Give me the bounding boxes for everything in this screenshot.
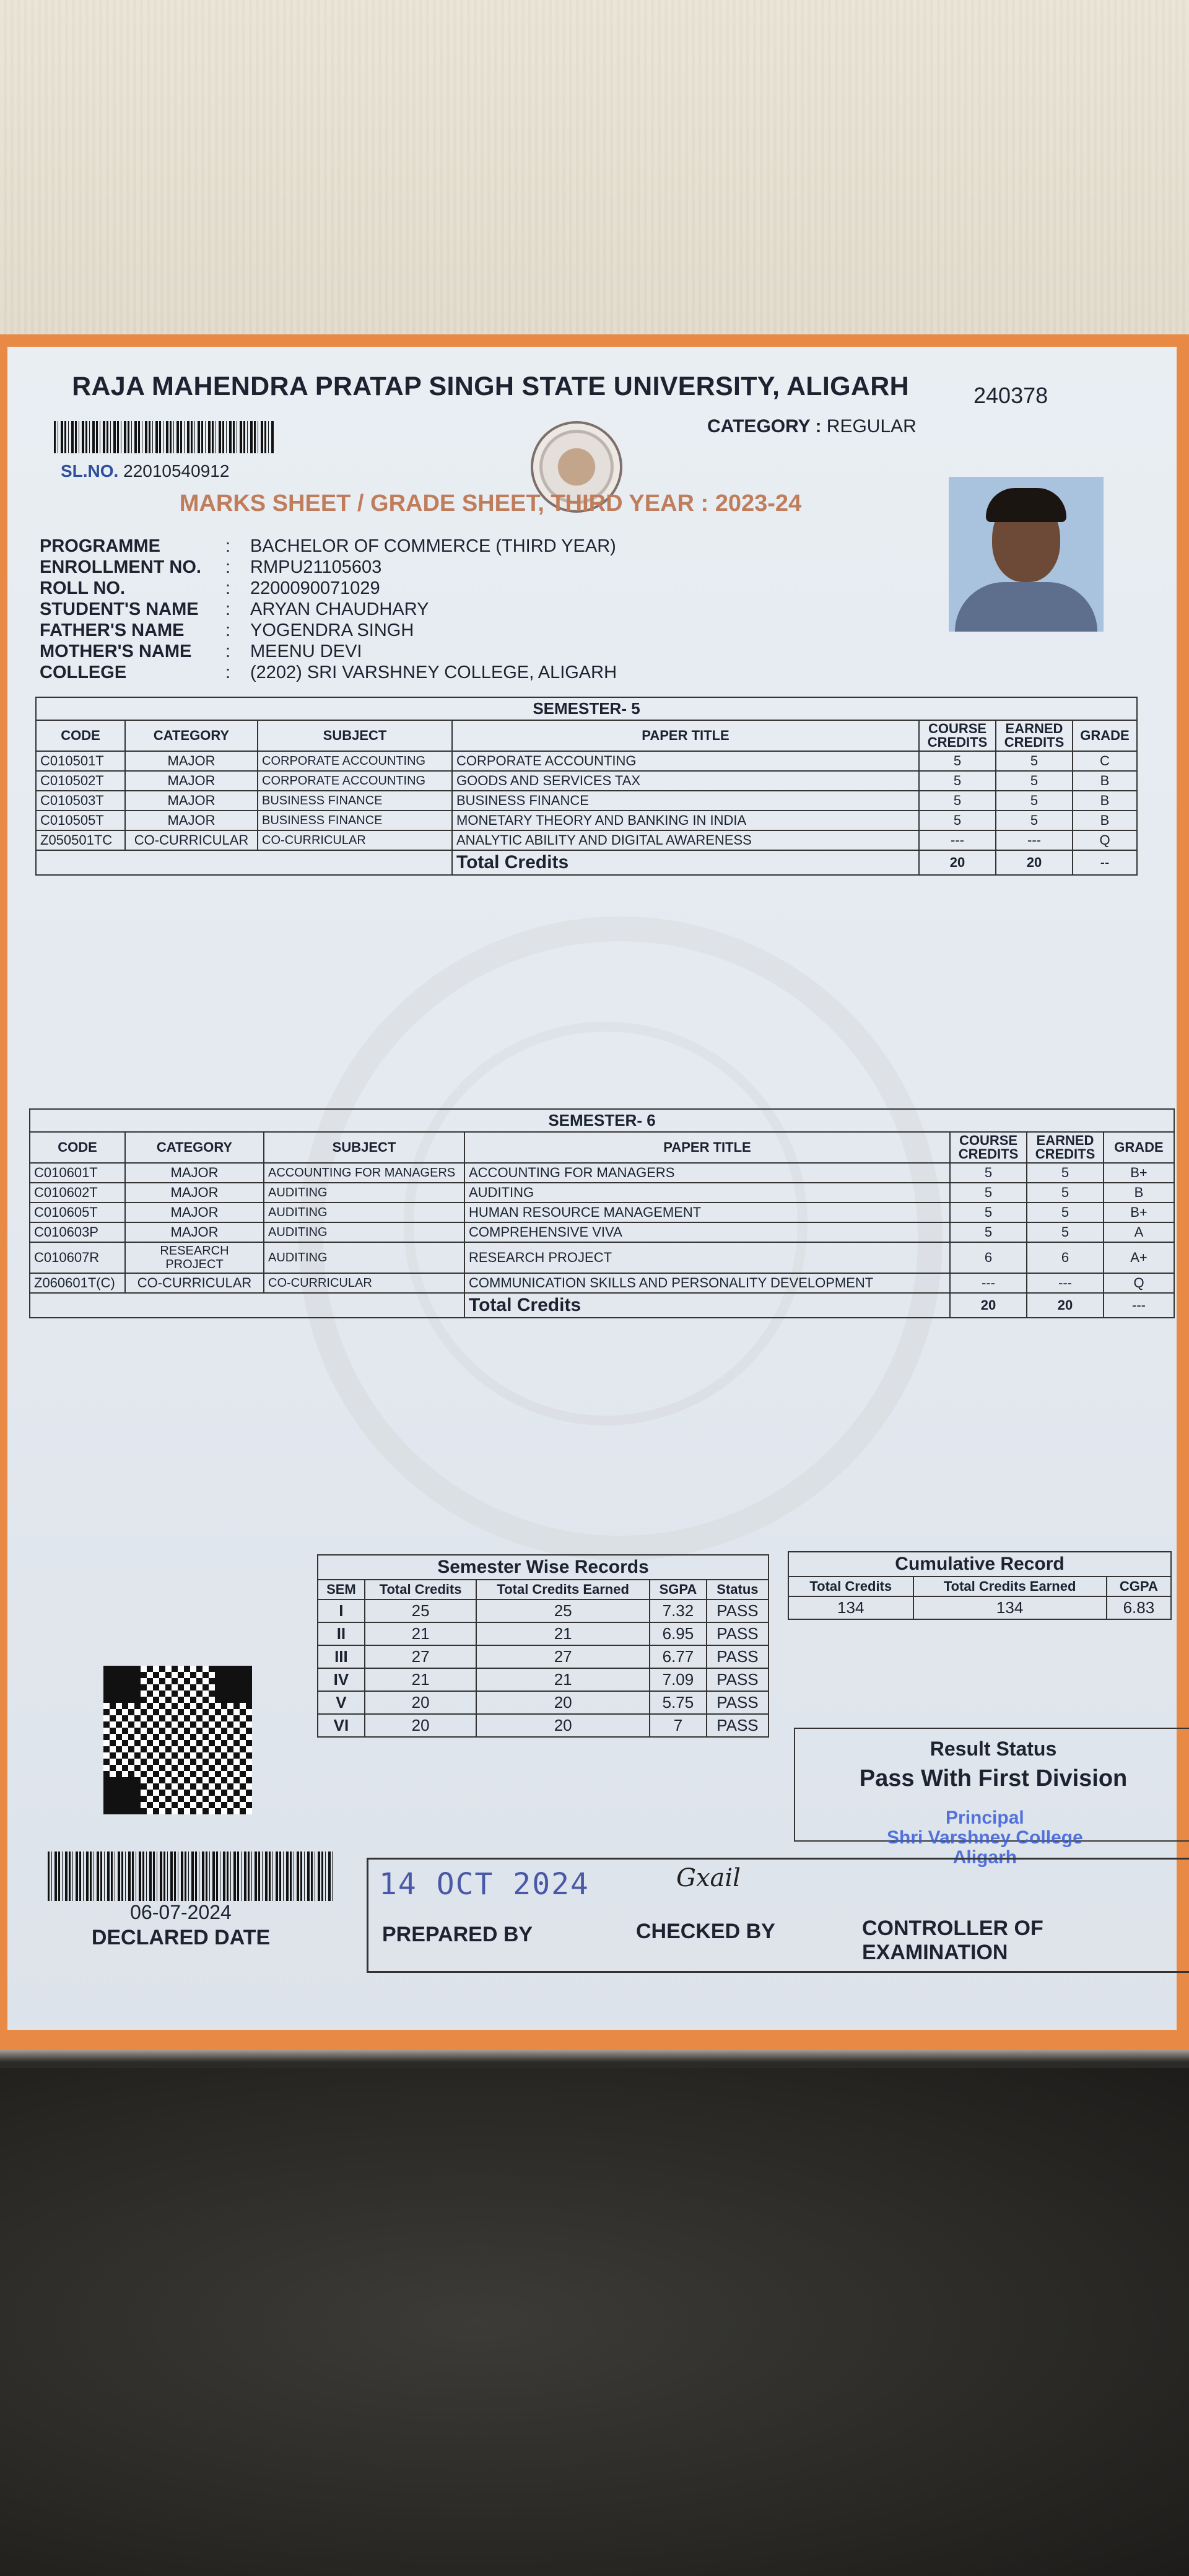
table-row: C010503T MAJOR BUSINESS FINANCE BUSINESS FINANCE 5 5 B (36, 791, 1137, 811)
sl-no-line (61, 461, 229, 481)
category-label: CATEGORY : (707, 416, 822, 437)
table-row: II 21 21 6.95 PASS (318, 1622, 769, 1645)
table-row: VI 20 20 7 PASS (318, 1714, 769, 1737)
cgpa-value: 6.83 (1107, 1596, 1171, 1619)
col-category: CATEGORY (125, 720, 258, 751)
table-row: III 27 27 6.77 PASS (318, 1645, 769, 1668)
table-row: C010605T MAJOR AUDITING HUMAN RESOURCE MANAGEMENT 5 5 B+ (30, 1203, 1174, 1222)
table-row: Z060601T(C) CO-CURRICULAR CO-CURRICULAR COMMUNICATION SKILLS AND PERSONALITY DEVELOPMENT --- --- Q (30, 1273, 1174, 1293)
semester-wise-records-table: Semester Wise Records SEM Total Credits Total Credits Earned SGPA Status I 25 25 7.32 PASS II 21 21 6.95 PASS III 27 27 6.77 PASS IV 21 21 7.09 PASS V 20 20 5.75 PASS VI 20 20 7 PASS (317, 1554, 769, 1738)
student-info (40, 536, 617, 683)
result-status-value: Pass With First Division (859, 1765, 1128, 1791)
checked-by-label: CHECKED BY (636, 1920, 775, 1943)
table-row: C010602T MAJOR AUDITING AUDITING 5 5 B (30, 1183, 1174, 1203)
col-code: CODE (36, 720, 125, 751)
principal-stamp: Principal Shri Varshney College Aligarh (887, 1808, 1083, 1868)
semester-5-title: SEMESTER- 5 (36, 697, 1137, 720)
category-value: REGULAR (826, 416, 917, 437)
bottom-barcode (48, 1852, 333, 1901)
info-row-enrollment: ENROLLMENT NO. : RMPU21105603 (40, 557, 382, 577)
info-row-roll: ROLL NO. : 2200090071029 (40, 578, 380, 598)
semester-5-total-row: Total Credits 20 20 -- (36, 850, 1137, 875)
prepared-date-stamp: 14 OCT 2024 (379, 1867, 590, 1902)
wooden-background (0, 0, 1189, 334)
col-earned-credits: EARNED CREDITS (996, 720, 1073, 751)
table-row: 134 134 6.83 (788, 1596, 1171, 1619)
prepared-by-label: PREPARED BY (382, 1923, 533, 1946)
table-row: C010601T MAJOR ACCOUNTING FOR MANAGERS ACCOUNTING FOR MANAGERS 5 5 B+ (30, 1163, 1174, 1183)
category-line (707, 416, 917, 437)
info-row-college: COLLEGE : (2202) SRI VARSHNEY COLLEGE, ALIGARH (40, 663, 617, 682)
info-row-programme: PROGRAMME : BACHELOR OF COMMERCE (THIRD YEAR) (40, 536, 616, 556)
sl-no-label: SL.NO. (61, 461, 119, 481)
table-row: Z050501TC CO-CURRICULAR CO-CURRICULAR ANALYTIC ABILITY AND DIGITAL AWARENESS --- --- Q (36, 830, 1137, 850)
dark-floor-background (0, 2068, 1189, 2576)
qr-code (103, 1666, 252, 1814)
checked-signature: Gxail (676, 1864, 741, 1892)
cumulative-title: Cumulative Record (788, 1552, 1171, 1577)
table-row: C010501T MAJOR CORPORATE ACCOUNTING CORPORATE ACCOUNTING 5 5 C (36, 751, 1137, 771)
marksheet-document (0, 334, 1189, 2050)
semester-6-table: SEMESTER- 6 CODE CATEGORY SUBJECT PAPER TITLE COURSE CREDITS EARNED CREDITS GRADE C010601T MAJOR ACCOUNTING FOR MANAGERS ACCOUNTING FOR MANAGERS 5 5 B+ C010602T MAJOR AUDITING AUDITING 5 5 B C010605T MAJOR AUDITING HUMAN RESOURCE MANAGEMENT 5 5 B+ C010603P MAJOR AUDITING COMPREHENSIVE VIVA 5 5 A C010607R RESEARCH PROJECT AUDITING RESEARCH PROJECT 6 6 A+ Z060601T(C) CO-CURRICULAR CO-CURRICULAR COMMUNICATION SKILLS AND PERSONALITY DEVELOPMENT --- --- Q Total Credits 20 20 --- (29, 1108, 1175, 1318)
info-row-student-name: STUDENT'S NAME : ARYAN CHAUDHARY (40, 599, 429, 619)
semester-5-table (35, 697, 1138, 876)
result-status-label: Result Status (930, 1738, 1057, 1760)
col-paper-title: PAPER TITLE (452, 720, 919, 751)
semester-6-total-row: Total Credits 20 20 --- (30, 1293, 1174, 1318)
info-row-father-name: FATHER'S NAME : YOGENDRA SINGH (40, 620, 414, 640)
serial-number: 240378 (973, 383, 1048, 408)
table-row: C010505T MAJOR BUSINESS FINANCE MONETARY THEORY AND BANKING IN INDIA 5 5 B (36, 811, 1137, 830)
student-photo (949, 477, 1104, 632)
sl-no-value: 22010540912 (123, 461, 230, 481)
controller-label: CONTROLLER OF EXAMINATION (862, 1917, 1043, 1964)
col-course-credits: COURSE CREDITS (919, 720, 996, 751)
semester-6-title: SEMESTER- 6 (30, 1109, 1174, 1132)
table-row: C010607R RESEARCH PROJECT AUDITING RESEARCH PROJECT 6 6 A+ (30, 1242, 1174, 1273)
declared-date-value: 06-07-2024 (130, 1901, 232, 1923)
table-row: C010603P MAJOR AUDITING COMPREHENSIVE VIVA 5 5 A (30, 1222, 1174, 1242)
marksheet-paper (7, 347, 1177, 2030)
table-row: V 20 20 5.75 PASS (318, 1691, 769, 1714)
cumulative-record-table: Cumulative Record Total Credits Total Credits Earned CGPA 134 134 6.83 (788, 1551, 1172, 1620)
semester-wise-title: Semester Wise Records (318, 1555, 769, 1580)
declared-date-label: DECLARED DATE (91, 1926, 271, 1949)
col-grade: GRADE (1073, 720, 1137, 751)
table-row: I 25 25 7.32 PASS (318, 1599, 769, 1622)
col-subject: SUBJECT (258, 720, 452, 751)
info-row-mother-name: MOTHER'S NAME : MEENU DEVI (40, 642, 362, 661)
table-row: IV 21 21 7.09 PASS (318, 1668, 769, 1691)
university-name: RAJA MAHENDRA PRATAP SINGH STATE UNIVERSITY, ALIGARH (72, 372, 909, 401)
table-row: C010502T MAJOR CORPORATE ACCOUNTING GOODS AND SERVICES TAX 5 5 B (36, 771, 1137, 791)
total-credits-label: Total Credits (452, 850, 919, 875)
marksheet-title: MARKS SHEET / GRADE SHEET, THIRD YEAR : 2023-24 (179, 490, 802, 516)
top-barcode (54, 421, 274, 453)
